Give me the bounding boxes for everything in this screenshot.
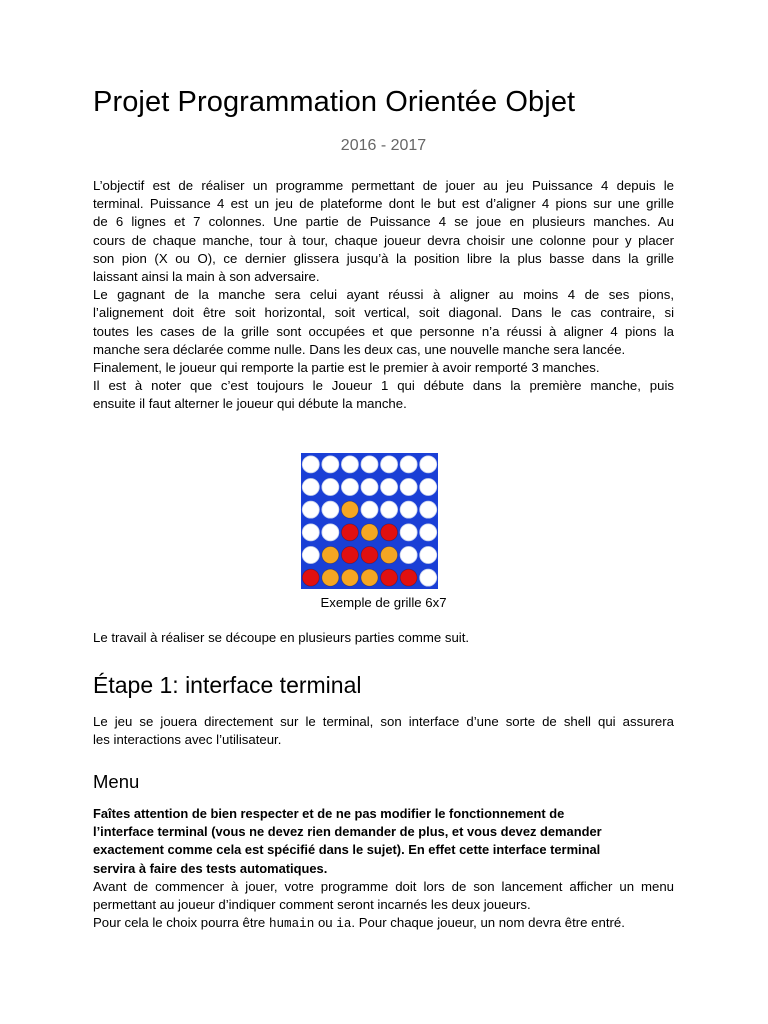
intro-line: Il est à noter que c’est toujours le Joueur 1 qui débute dans la première manche, puis	[93, 378, 674, 394]
choice-suffix: . Pour chaque joueur, un nom devra être entré.	[351, 915, 625, 931]
choice-human-code: humain	[268, 917, 315, 932]
intro-line: terminal. Puissance 4 est un jeu de plateforme dont le but est d’aligner 4 pions sur une grille	[93, 196, 674, 212]
grid-cell-yellow	[322, 547, 339, 564]
intro-line: l’alignement doit être soit horizontal, soit vertical, soit diagonal. Dans le cas contraire, si	[93, 305, 674, 321]
choice-or: ou	[314, 915, 337, 931]
intro-line: Finalement, le joueur qui remporte la partie est le premier à avoir remporté 3 manches.	[93, 360, 600, 376]
step1-line: Le jeu se jouera directement sur le terminal, son interface d’une sorte de shell qui assurera	[93, 714, 674, 729]
grid-cell-yellow	[361, 569, 378, 586]
grid-cell-empty	[302, 547, 319, 564]
intro-line: manche sera déclarée comme nulle. Dans les deux cas, une nouvelle manche sera lancée.	[93, 341, 626, 357]
intro-line: cours de chaque manche, tour à tour, chaque joueur devra choisir une colonne pour y placer	[93, 232, 674, 248]
grid-cell-empty	[302, 501, 319, 518]
grid-cell-empty	[420, 524, 437, 541]
grid-cell-empty	[420, 456, 437, 473]
menu-choice-line	[93, 914, 674, 933]
grid-cell-empty	[322, 479, 339, 496]
step1-line: les interactions avec l’utilisateur.	[93, 732, 282, 748]
grid-cell-red	[302, 569, 319, 586]
grid-cell-empty	[361, 456, 378, 473]
grid-cell-empty	[400, 456, 417, 473]
work-intro: Le travail à réaliser se découpe en plusieurs parties comme suit.	[93, 630, 470, 645]
intro-line: son pion (X ou O), ce dernier glissera jusqu’à la position libre la plus basse dans la grille	[93, 250, 674, 266]
document-subtitle: 2016 - 2017	[340, 137, 427, 154]
menu-paragraph	[93, 878, 674, 934]
menu-line: Avant de commencer à jouer, votre programme doit lors de son lancement afficher un menu	[93, 879, 674, 894]
grid-board	[301, 453, 438, 589]
grid-cell-empty	[400, 501, 417, 518]
warning-line: servira à faire des tests automatiques.	[93, 860, 328, 876]
choice-prefix: Pour cela le choix pourra être	[93, 915, 269, 931]
document-title: Projet Programmation Orientée Objet	[93, 86, 576, 118]
grid-cell-red	[361, 547, 378, 564]
grid-cell-empty	[302, 456, 319, 473]
grid-cell-empty	[381, 479, 398, 496]
grid-cell-empty	[322, 456, 339, 473]
grid-cell-empty	[322, 501, 339, 518]
grid-cell-yellow	[341, 569, 358, 586]
grid-cell-empty	[420, 479, 437, 496]
grid-cell-empty	[420, 547, 437, 564]
grid-cell-empty	[341, 456, 358, 473]
intro-line: toutes les cases de la grille sont occupées et que personne n’a réussi à aligner 4 pions la	[93, 323, 674, 339]
menu-warning	[93, 805, 674, 878]
grid-svg	[301, 453, 438, 589]
grid-cell-red	[341, 524, 358, 541]
grid-cell-yellow	[322, 569, 339, 586]
grid-cell-red	[341, 547, 358, 564]
intro-line: de 6 lignes et 7 colonnes. Une partie de Puissance 4 se joue en plusieurs manches. Au	[93, 214, 674, 230]
menu-heading: Menu	[93, 771, 140, 792]
step1-paragraph	[93, 713, 674, 749]
warning-line: exactement comme cela est spécifié dans le sujet). En effet cette interface terminal	[93, 842, 601, 858]
grid-cell-empty	[381, 501, 398, 518]
grid-cell-red	[381, 524, 398, 541]
grid-cell-empty	[381, 456, 398, 473]
grid-cell-empty	[400, 524, 417, 541]
grid-cell-red	[381, 569, 398, 586]
grid-cell-red	[400, 569, 417, 586]
figure-caption: Exemple de grille 6x7	[320, 595, 447, 610]
grid-cell-empty	[341, 479, 358, 496]
warning-line: Faîtes attention de bien respecter et de ne pas modifier le fonctionnement de	[93, 806, 565, 821]
grid-cell-empty	[322, 524, 339, 541]
intro-line: L’objectif est de réaliser un programme permettant de jouer au jeu Puissance 4 depuis le	[93, 178, 674, 193]
intro-line: laissant ainsi la main à son adversaire.	[93, 269, 320, 285]
grid-cell-empty	[400, 479, 417, 496]
grid-cell-empty	[302, 524, 319, 541]
grid-cell-empty	[420, 569, 437, 586]
grid-cell-empty	[302, 479, 319, 496]
grid-cell-yellow	[341, 501, 358, 518]
step1-heading: Étape 1: interface terminal	[93, 672, 362, 698]
grid-cell-empty	[361, 501, 378, 518]
menu-line: permettant au joueur d’indiquer comment seront incarnés les deux joueurs.	[93, 897, 531, 913]
intro-paragraph	[93, 177, 674, 414]
connect-four-grid-image	[301, 453, 438, 589]
grid-cell-empty	[361, 479, 378, 496]
choice-ai-code: ia	[336, 917, 352, 932]
grid-cell-yellow	[361, 524, 378, 541]
intro-line: Le gagnant de la manche sera celui ayant réussi à aligner au moins 4 de ses pions,	[93, 287, 674, 303]
grid-cell-yellow	[381, 547, 398, 564]
warning-line: l’interface terminal (vous ne devez rien demander de plus, et vous devez demander	[93, 824, 602, 840]
grid-cell-empty	[400, 547, 417, 564]
grid-cell-empty	[420, 501, 437, 518]
intro-line: ensuite il faut alterner le joueur qui débute la manche.	[93, 396, 407, 412]
